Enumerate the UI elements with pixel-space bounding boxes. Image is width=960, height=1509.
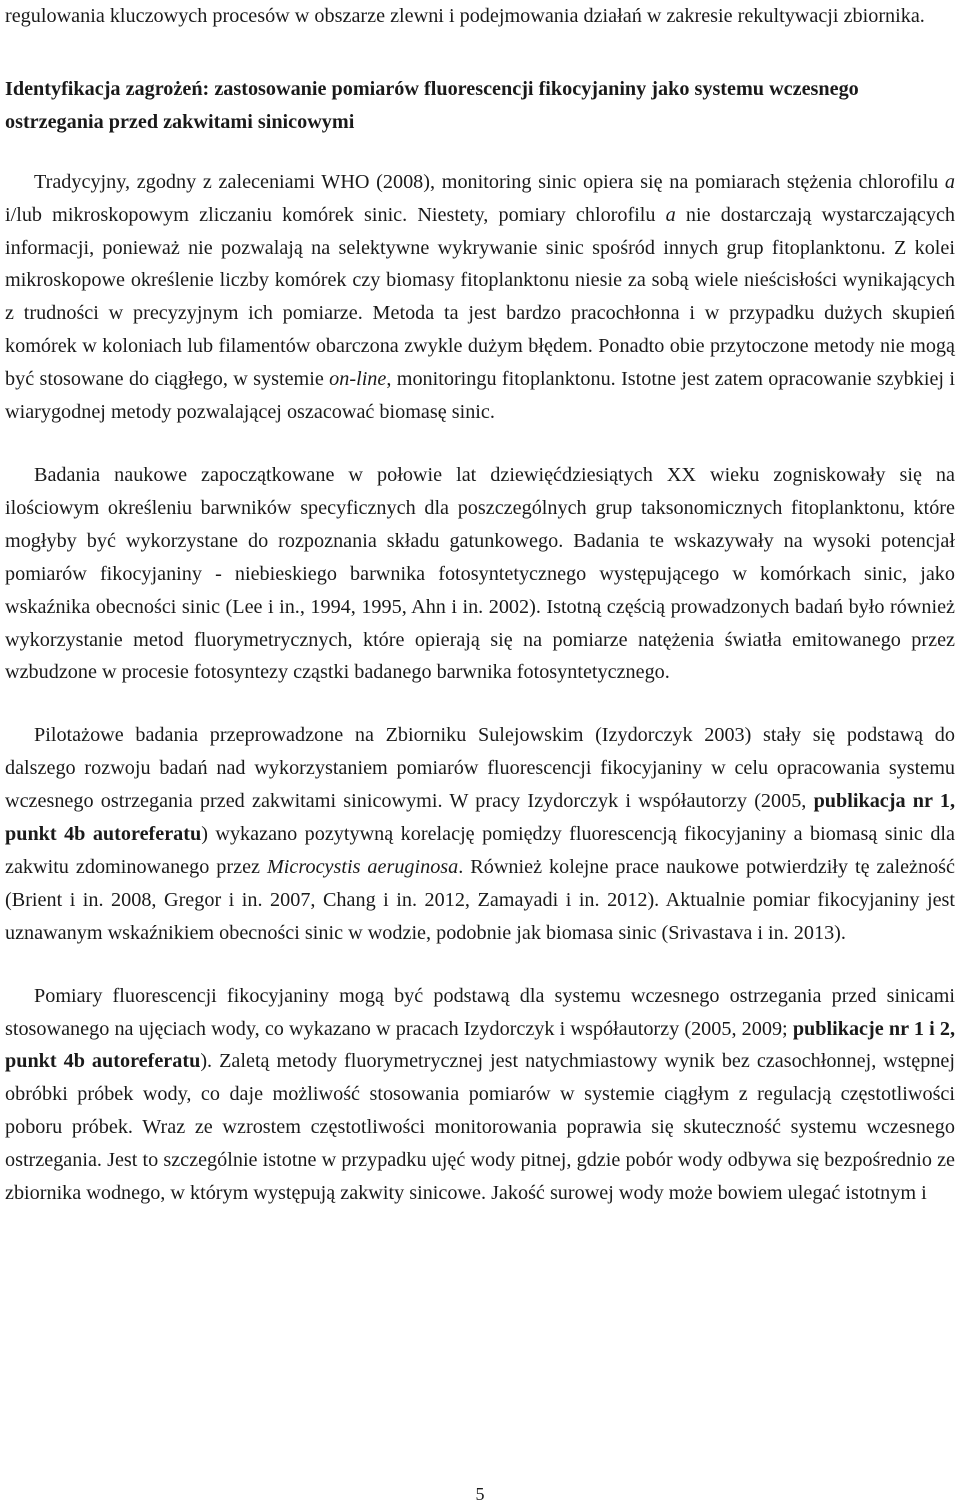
paragraph-text: nie dostarczają wystarczających informacji, ponieważ nie pozwalają na selektywne wykrywanie sinic spośród innych grup fitoplanktonu. Z kolei mikroskopowe określenie liczby komórek czy biomasy fitoplanktonu niesie za sobą wiele nieścisłości wynikających z trudności w precyzyjnym ich pomiarze. Metoda ta jest bardzo pracochłonna i w przypadku dużych skupień komórek w koloniach lub filamentów obarczona zwykle dużym błędem. Ponadto obie przytoczone metody nie mogą być stosowane do ciągłego, w systemie	[5, 203, 955, 391]
intro-paragraph	[5, 0, 955, 33]
intro-text: regulowania kluczowych procesów w obszarze zlewni i podejmowania działań w zakresie rekultywacji zbiornika.	[5, 5, 925, 27]
publication-reference-bold: publikacja nr 1, punkt 4b autoreferatu	[5, 790, 955, 846]
paragraph-text: Pomiary fluorescencji fikocyjaniny mogą być podstawą dla systemu wczesnego ostrzegania przed sinicami stosowanego na ujęciach wody, co wykazano w pracach Izydorczyk i współautorzy (2005, 2009;	[5, 984, 955, 1040]
page-number: 5	[475, 1484, 485, 1504]
chlorophyll-a-italic: a	[944, 170, 955, 193]
chlorophyll-a-italic: a	[665, 203, 676, 226]
paragraph-text: ). Zaletą metody fluorymetrycznej jest natychmiastowy wynik bez czasochłonnej, wstępnej obróbki próbek wody, co daje możliwość stosowania pomiarów w systemie ciągłym z regulacją częstotliwości poboru próbek. Wraz ze wzrostem częstotliwości monitorowania poprawia się skuteczność systemu wczesnego ostrzegania. Jest to szczególnie istotne w przypadku ujęć wody pitnej, gdzie pobór wody odbywa się bezpośrednio ze zbiornika wodnego, w którym występują zakwity sinicowe. Jakość surowej wody może bowiem ulegać istotnym i	[5, 1050, 955, 1205]
paragraph-text: ) wykazano pozytywną korelację pomiędzy fluorescencją fikocyjaniny a biomasą sinic dla zakwitu zdominowanego przez	[5, 823, 955, 878]
paragraph-text: , monitoringu fitoplanktonu. Istotne jest zatem opracowanie szybkiej i wiarygodnej metody pozwalającej oszacować biomasę sinic.	[5, 368, 955, 424]
paragraph-research	[5, 459, 955, 689]
paragraph-fluorescence	[5, 980, 955, 1210]
section-heading: Identyfikacja zagrożeń: zastosowanie pomiarów fluorescencji fikocyjaniny jako systemu wczesnego ostrzegania przed zakwitami sinicowymi	[5, 77, 859, 133]
paragraph-monitoring	[5, 166, 955, 429]
paragraph-text: . Również kolejne prace naukowe potwierdziły tę zależność (Brient i in. 2008, Gregor i in. 2007, Chang i in. 2012, Zamayadi i in. 2012). Aktualnie pomiar fikocyjaniny jest uznawanym wskaźnikiem obecności sinic w wodzie, podobnie jak biomasa sinic (Srivastava i in. 2013).	[5, 855, 955, 944]
species-name-italic: Microcystis aeruginosa	[266, 855, 459, 878]
online-italic: on-line	[329, 368, 387, 391]
paragraph-text: Badania naukowe zapoczątkowane w połowie lat dziewięćdziesiątych XX wieku zogniskowały się na ilościowym określeniu barwników specyficznych dla poszczególnych grup taksonomicznych fitoplanktonu, które mogłyby być wykorzystane do rozpoznania składu gatunkowego. Badania te wskazywały na wysoki potencjał pomiarów fikocyjaniny - niebieskiego barwnika fotosyntetycznego występującego w komórkach sinic, jako wskaźnika obecności sinic (Lee i in., 1994, 1995, Ahn i in. 2002). Istotną częścią prowadzonych badań było również wykorzystanie metod fluorymetrycznych, które opierają się na pomiarze natężenia światła emitowanego przez wzbudzone w procesie fotosyntezy cząstki badanego barwnika fotosyntetycznego.	[5, 463, 955, 684]
paragraph-text: Pilotażowe badania przeprowadzone na Zbiorniku Sulejowskim (Izydorczyk 2003) stały się podstawą do dalszego rozwoju badań nad wykorzystaniem pomiarów fluorescencji fikocyjaniny w celu opracowania systemu wczesnego ostrzegania przed zakwitami sinicowymi. W pracy Izydorczyk i współautorzy (2005,	[5, 724, 955, 813]
document-page	[5, 0, 955, 1210]
publication-reference-bold: publikacje nr 1 i 2, punkt 4b autoreferatu	[5, 1017, 955, 1073]
paragraph-text: Tradycyjny, zgodny z zaleceniami WHO (2008), monitoring sinic opiera się na pomiarach stężenia chlorofilu	[34, 170, 945, 193]
paragraph-pilot-studies	[5, 719, 955, 949]
paragraph-text: i/lub mikroskopowym zliczaniu komórek sinic. Niestety, pomiary chlorofilu	[5, 203, 666, 226]
